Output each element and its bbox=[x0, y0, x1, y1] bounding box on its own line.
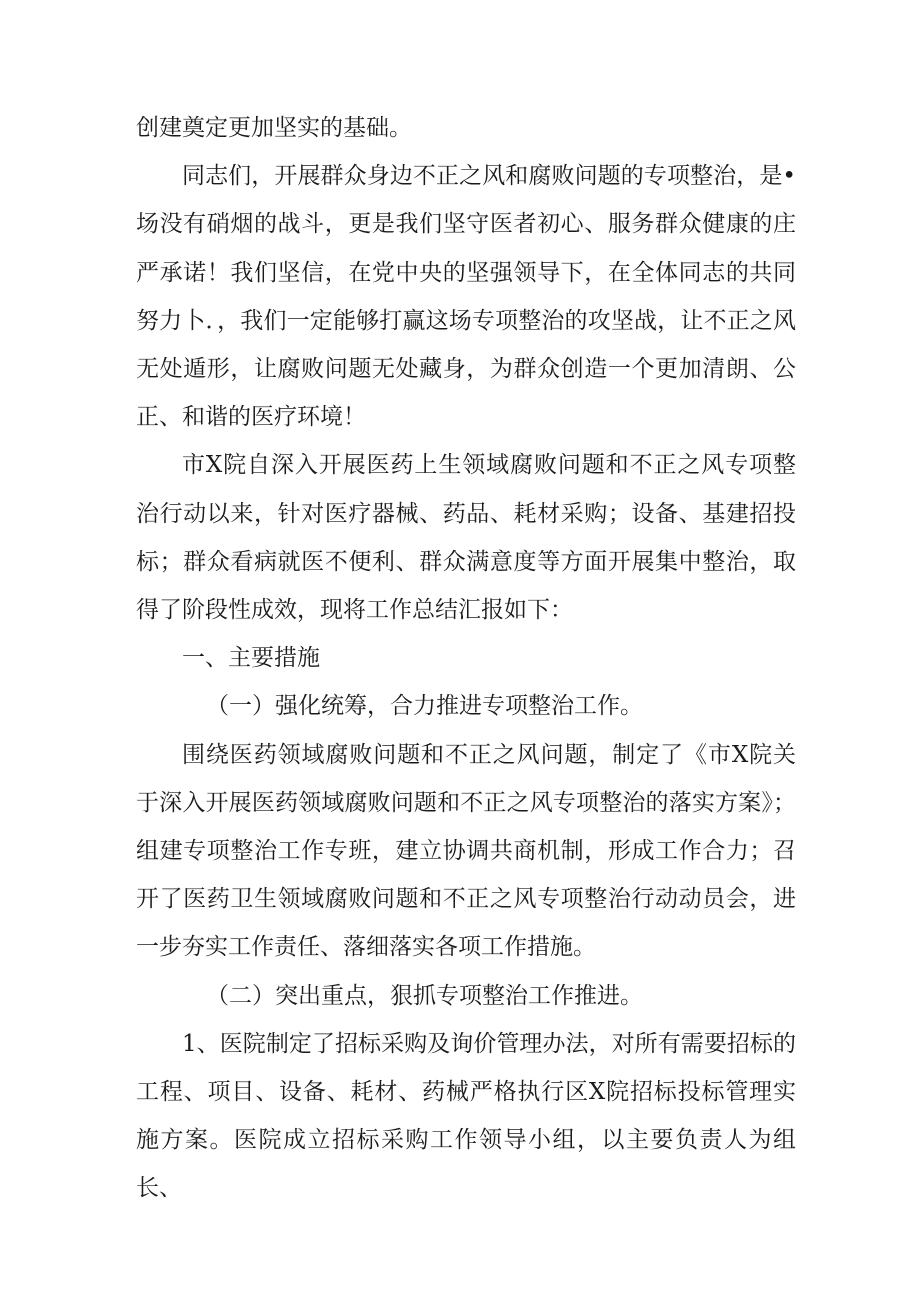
heading-main-measures: 一、主要措施 bbox=[182, 645, 320, 672]
subheading-coordination: （一）强化统筹，合力推进专项整治工作。 bbox=[206, 693, 643, 720]
paragraph-introduction: 市X院自深入开展医药上生领域腐败问题和不正之风专项整治行动以来，针对医疗器械、药品、耗材采购；设备、基建招投标；群众看病就医不便利、群众满意度等方面开展集中整治，取得了阶段性成效，现将工作总结汇报如下： bbox=[136, 452, 796, 624]
paragraph-coordination-details: 围绕医药领域腐败问题和不正之风问题，制定了《市X院关于深入开展医药领域腐败问题和不正之风专项整治的落实方案》；组建专项整治工作专班，建立协调共商机制，形成工作合力；召开了医药卫生领域腐败问题和不正之风专项整治行动动员会，进一步夯实工作责任、落细落实各项工作措施。 bbox=[136, 741, 796, 961]
paragraph-continuation: 创建奠定更加坚实的基础。 bbox=[136, 115, 412, 141]
paragraph-bidding-procurement: 1、医院制定了招标采购及询价管理办法，对所有需要招标的工程、项目、设备、耗材、药械严格执行区X院招标投标管理实施方案。医院成立招标采购工作领导小组，以主要负责人为组长、 bbox=[136, 1030, 796, 1202]
subheading-key-points: （二）突出重点，狠抓专项整治工作推进。 bbox=[206, 982, 643, 1009]
paragraph-closing-remarks: 同志们，开展群众身边不正之风和腐败问题的专项整治，是•场没有硝烟的战斗，更是我们坚守医者初心、服务群众健康的庄严承诺！我们坚信，在党中央的坚强领导下，在全体同志的共同努力卜．，我们一定能够打赢这场专项整治的攻坚战，让不正之风无处遁形，让腐败问题无处藏身，为群众创造一个更加清朗、公正、和谐的医疗环境！ bbox=[136, 163, 796, 431]
document-body bbox=[136, 104, 796, 1213]
